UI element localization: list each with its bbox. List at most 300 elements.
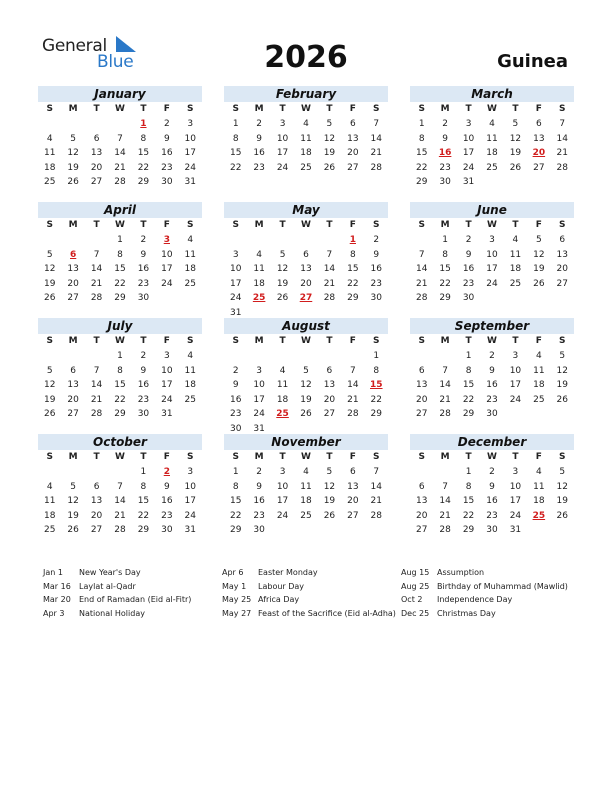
holiday-day: 25 (532, 510, 546, 521)
day-cell: 19 (323, 148, 336, 158)
day-cell: 22 (137, 162, 150, 173)
day-cell: 21 (323, 278, 336, 289)
day-cell: 21 (90, 394, 103, 405)
day-cell: 15 (229, 496, 242, 506)
day-cell: 23 (486, 510, 498, 521)
day-cell: 12 (43, 380, 56, 390)
empty-cell (85, 465, 108, 480)
day-cell: 16 (486, 496, 498, 506)
day-cell: 4 (46, 133, 53, 144)
day-cell: 8 (442, 249, 448, 260)
day-cell: 21 (439, 394, 451, 405)
day-cell: 17 (462, 148, 475, 158)
day-cell: 20 (556, 264, 568, 274)
day-cell: 1 (373, 351, 380, 361)
holiday-name: Independence Day (437, 595, 513, 604)
day-cell: 22 (114, 278, 126, 289)
day-cell: 4 (46, 481, 53, 492)
month-header: March (410, 86, 574, 102)
day-cell: 27 (556, 278, 568, 289)
empty-cell (247, 233, 270, 248)
holiday-day: 16 (438, 148, 452, 158)
day-cell: 8 (373, 365, 380, 376)
month-days-grid (224, 218, 388, 320)
day-cell: 28 (439, 409, 451, 419)
empty-cell (247, 349, 270, 364)
holiday-name: End of Ramadan (Eid al-Fitr) (79, 595, 192, 604)
day-cell: 4 (256, 249, 262, 260)
day-cell: 18 (184, 264, 196, 274)
holiday-date: Apr 6 (222, 568, 244, 577)
day-cell: 11 (184, 249, 196, 260)
month-days-grid (410, 450, 574, 538)
day-cell: 22 (462, 510, 475, 521)
day-cell: 18 (486, 148, 498, 158)
day-cell: 4 (535, 467, 542, 477)
month-header: January (38, 86, 202, 102)
holiday-date: May 25 (222, 595, 252, 604)
day-cell: 17 (161, 264, 173, 274)
day-cell: 22 (370, 394, 382, 405)
day-cell: 14 (439, 496, 451, 506)
empty-cell (38, 465, 61, 480)
day-cell: 21 (556, 148, 568, 158)
day-cell: 8 (140, 481, 147, 492)
day-cell: 8 (232, 133, 239, 144)
day-cell: 27 (90, 177, 103, 187)
day-cell: 14 (323, 264, 336, 274)
holiday-name: Birthday of Muhammad (Mawlid) (437, 581, 568, 591)
day-cell: 19 (67, 510, 79, 521)
weekday-label: T (140, 220, 147, 230)
day-cell: 24 (161, 278, 173, 289)
day-cell: 24 (276, 162, 289, 173)
day-cell: 25 (300, 510, 312, 521)
day-cell: 24 (462, 162, 475, 173)
day-cell: 9 (489, 481, 495, 492)
month-header: October (38, 434, 202, 450)
day-cell: 5 (279, 249, 286, 260)
day-cell: 3 (279, 119, 286, 129)
day-cell: 10 (486, 249, 498, 260)
holiday-column (43, 566, 191, 620)
day-cell: 16 (229, 394, 242, 405)
holiday-day: 3 (163, 235, 170, 245)
weekday-label: M (440, 452, 450, 462)
day-cell: 5 (326, 119, 333, 129)
day-cell: 10 (161, 365, 173, 376)
weekday-label: T (140, 452, 147, 462)
day-cell: 16 (161, 148, 173, 158)
day-cell: 1 (465, 467, 472, 477)
holiday-row (222, 593, 396, 607)
weekday-label: T (512, 452, 519, 462)
empty-cell (294, 349, 317, 364)
empty-cell (61, 349, 84, 364)
day-cell: 16 (370, 264, 382, 274)
day-cell: 14 (556, 133, 568, 144)
day-cell: 20 (67, 394, 79, 405)
weekday-label: T (465, 220, 472, 230)
day-cell: 9 (163, 481, 170, 492)
day-cell: 2 (489, 467, 495, 477)
day-cell: 12 (67, 148, 79, 158)
day-cell: 24 (276, 510, 289, 521)
holiday-name: Christmas Day (437, 608, 496, 618)
weekday-label: F (163, 452, 170, 462)
day-cell: 11 (486, 133, 498, 144)
day-cell: 17 (253, 394, 265, 405)
weekday-label: T (326, 452, 333, 462)
weekday-label: S (46, 220, 53, 230)
day-cell: 28 (323, 293, 336, 303)
holiday-day: 25 (276, 409, 289, 419)
weekday-label: W (487, 220, 497, 230)
day-cell: 30 (161, 525, 173, 535)
day-cell: 14 (439, 380, 451, 390)
weekday-label: S (187, 452, 194, 462)
day-cell: 2 (489, 351, 495, 361)
weekday-label: M (68, 452, 78, 462)
day-cell: 20 (90, 162, 103, 173)
day-cell: 4 (489, 119, 495, 129)
day-cell: 2 (465, 235, 472, 245)
weekday-label: S (46, 104, 53, 114)
weekday-label: F (163, 104, 170, 114)
day-cell: 24 (509, 510, 522, 521)
day-cell: 11 (509, 249, 522, 260)
day-cell: 13 (90, 148, 103, 158)
holiday-date: May 27 (222, 608, 252, 618)
day-cell: 10 (509, 365, 522, 376)
weekday-label: W (115, 336, 125, 346)
day-cell: 30 (370, 293, 382, 303)
day-cell: 12 (556, 481, 568, 492)
day-cell: 27 (533, 162, 545, 173)
day-cell: 30 (161, 177, 173, 187)
day-cell: 8 (117, 365, 123, 376)
weekday-label: S (559, 104, 566, 114)
day-cell: 29 (347, 293, 359, 303)
day-cell: 7 (117, 481, 123, 492)
weekday-label: W (487, 104, 497, 114)
month-days-grid (38, 450, 202, 538)
holiday-date: Aug 15 (401, 568, 430, 577)
day-cell: 25 (43, 177, 56, 187)
day-cell: 11 (300, 133, 312, 144)
day-cell: 26 (556, 510, 568, 521)
month-days-grid (410, 218, 574, 306)
day-cell: 25 (509, 278, 522, 289)
day-cell: 20 (347, 148, 359, 158)
day-cell: 9 (489, 365, 495, 376)
holiday-row (43, 580, 191, 594)
holiday-row (401, 580, 568, 594)
day-cell: 7 (373, 467, 380, 477)
day-cell: 22 (114, 394, 126, 405)
month-august (224, 318, 388, 436)
holiday-date: Aug 25 (401, 581, 430, 591)
weekday-label: S (559, 220, 566, 230)
day-cell: 30 (229, 423, 242, 434)
day-cell: 20 (90, 510, 103, 521)
day-cell: 26 (556, 394, 568, 405)
day-cell: 24 (184, 510, 196, 521)
day-cell: 6 (93, 481, 100, 492)
day-cell: 11 (276, 380, 289, 390)
empty-cell (271, 233, 294, 248)
holiday-date: Mar 20 (43, 595, 71, 604)
day-cell: 13 (415, 496, 428, 506)
weekday-label: S (46, 336, 53, 346)
empty-cell (61, 233, 84, 248)
day-cell: 29 (439, 293, 451, 303)
holiday-date: May 1 (222, 581, 247, 591)
day-cell: 31 (462, 177, 475, 187)
month-days-grid (38, 334, 202, 422)
month-july (38, 318, 202, 422)
day-cell: 26 (300, 409, 312, 419)
day-cell: 26 (67, 177, 79, 187)
day-cell: 18 (509, 264, 522, 274)
empty-cell (85, 233, 108, 248)
day-cell: 6 (349, 119, 356, 129)
day-cell: 1 (442, 235, 448, 245)
holiday-day: 25 (252, 293, 266, 303)
holiday-row (43, 607, 191, 621)
day-cell: 8 (418, 133, 425, 144)
holiday-day: 2 (163, 467, 170, 477)
weekday-label: F (349, 104, 356, 114)
day-cell: 4 (303, 119, 309, 129)
day-cell: 12 (67, 496, 79, 506)
day-cell: 8 (117, 249, 123, 260)
empty-cell (38, 349, 61, 364)
day-cell: 16 (137, 380, 150, 390)
day-cell: 11 (43, 496, 56, 506)
weekday-label: T (326, 336, 333, 346)
holiday-name: Africa Day (258, 595, 300, 604)
day-cell: 14 (90, 264, 103, 274)
day-cell: 17 (509, 380, 522, 390)
day-cell: 9 (163, 133, 170, 144)
day-cell: 26 (533, 278, 545, 289)
weekday-label: T (93, 220, 100, 230)
day-cell: 27 (67, 409, 79, 419)
day-cell: 30 (462, 293, 475, 303)
holiday-row (43, 566, 191, 580)
holiday-day: 20 (532, 148, 546, 158)
day-cell: 22 (347, 278, 359, 289)
day-cell: 25 (43, 525, 56, 535)
day-cell: 17 (184, 148, 196, 158)
day-cell: 5 (559, 467, 566, 477)
empty-cell (410, 233, 433, 248)
weekday-label: M (254, 220, 264, 230)
holiday-day: 15 (370, 380, 383, 390)
month-april (38, 202, 202, 306)
weekday-label: M (68, 220, 78, 230)
month-days-grid (410, 334, 574, 422)
day-cell: 5 (535, 235, 542, 245)
weekday-label: F (535, 220, 542, 230)
weekday-label: S (232, 104, 239, 114)
day-cell: 11 (533, 365, 545, 376)
day-cell: 6 (535, 119, 542, 129)
holiday-day: 1 (349, 235, 356, 245)
day-cell: 8 (465, 365, 472, 376)
weekday-label: T (140, 104, 147, 114)
day-cell: 27 (415, 409, 428, 419)
day-cell: 28 (90, 293, 103, 303)
day-cell: 26 (323, 510, 336, 521)
holiday-row (222, 580, 396, 594)
day-cell: 6 (349, 467, 356, 477)
day-cell: 1 (232, 119, 239, 129)
day-cell: 23 (137, 394, 150, 405)
month-days-grid (410, 102, 574, 190)
day-cell: 28 (370, 510, 382, 521)
weekday-label: S (187, 220, 194, 230)
day-cell: 12 (323, 133, 336, 144)
month-days-grid (224, 450, 388, 538)
day-cell: 29 (114, 409, 126, 419)
day-cell: 24 (486, 278, 498, 289)
weekday-label: M (68, 336, 78, 346)
day-cell: 7 (373, 119, 380, 129)
day-cell: 23 (253, 510, 265, 521)
day-cell: 23 (137, 278, 150, 289)
month-header: April (38, 202, 202, 218)
day-cell: 11 (253, 264, 265, 274)
day-cell: 4 (187, 235, 194, 245)
day-cell: 5 (303, 365, 309, 376)
day-cell: 19 (509, 148, 522, 158)
day-cell: 6 (418, 481, 425, 492)
weekday-label: W (115, 452, 125, 462)
month-may (224, 202, 388, 320)
weekday-label: T (326, 104, 333, 114)
day-cell: 6 (70, 365, 76, 376)
day-cell: 6 (303, 249, 309, 260)
empty-cell (433, 349, 456, 364)
day-cell: 6 (559, 235, 566, 245)
month-june (410, 202, 574, 306)
day-cell: 23 (486, 394, 498, 405)
day-cell: 11 (43, 148, 56, 158)
day-cell: 3 (489, 235, 495, 245)
day-cell: 13 (347, 133, 359, 144)
holiday-row (222, 566, 396, 580)
day-cell: 13 (300, 264, 312, 274)
day-cell: 6 (326, 365, 333, 376)
day-cell: 30 (439, 177, 451, 187)
weekday-label: T (512, 336, 519, 346)
weekday-label: M (440, 104, 450, 114)
day-cell: 9 (465, 249, 472, 260)
weekday-label: T (512, 220, 519, 230)
day-cell: 14 (114, 496, 126, 506)
holiday-name: National Holiday (79, 608, 145, 618)
weekday-label: T (465, 452, 472, 462)
day-cell: 19 (556, 496, 568, 506)
day-cell: 15 (114, 264, 126, 274)
weekday-label: S (559, 336, 566, 346)
weekday-label: F (349, 336, 356, 346)
day-cell: 25 (533, 394, 545, 405)
weekday-label: M (68, 104, 78, 114)
empty-cell (410, 465, 433, 480)
day-cell: 17 (509, 496, 522, 506)
day-cell: 13 (323, 380, 336, 390)
day-cell: 24 (253, 409, 265, 419)
day-cell: 19 (556, 380, 568, 390)
day-cell: 29 (415, 177, 428, 187)
day-cell: 10 (229, 264, 242, 274)
day-cell: 14 (370, 133, 382, 144)
day-cell: 7 (349, 365, 356, 376)
day-cell: 20 (300, 278, 312, 289)
day-cell: 24 (229, 293, 242, 303)
day-cell: 1 (117, 235, 123, 245)
day-cell: 9 (140, 249, 147, 260)
day-cell: 17 (486, 264, 498, 274)
day-cell: 1 (465, 351, 472, 361)
day-cell: 5 (326, 467, 333, 477)
month-january (38, 86, 202, 190)
day-cell: 14 (90, 380, 103, 390)
day-cell: 10 (253, 380, 265, 390)
day-cell: 2 (442, 119, 448, 129)
day-cell: 22 (462, 394, 475, 405)
day-cell: 27 (323, 409, 336, 419)
empty-cell (433, 465, 456, 480)
day-cell: 13 (415, 380, 428, 390)
day-cell: 18 (253, 278, 265, 289)
weekday-label: W (115, 104, 125, 114)
day-cell: 10 (509, 481, 522, 492)
holiday-row (43, 593, 191, 607)
day-cell: 15 (462, 496, 475, 506)
weekday-label: W (301, 104, 311, 114)
day-cell: 2 (163, 119, 170, 129)
empty-cell (108, 117, 131, 132)
day-cell: 23 (229, 409, 242, 419)
day-cell: 21 (439, 510, 451, 521)
holiday-row (401, 566, 568, 580)
day-cell: 28 (114, 177, 126, 187)
day-cell: 26 (276, 293, 289, 303)
weekday-label: W (115, 220, 125, 230)
weekday-label: S (559, 452, 566, 462)
month-september (410, 318, 574, 422)
day-cell: 28 (370, 162, 382, 173)
weekday-label: S (187, 336, 194, 346)
weekday-label: T (279, 220, 286, 230)
weekday-label: W (487, 336, 497, 346)
day-cell: 8 (232, 481, 239, 492)
weekday-label: S (46, 452, 53, 462)
day-cell: 21 (370, 148, 382, 158)
day-cell: 21 (114, 510, 126, 521)
weekday-label: S (418, 104, 425, 114)
day-cell: 7 (418, 249, 425, 260)
day-cell: 11 (533, 481, 545, 492)
day-cell: 21 (347, 394, 359, 405)
weekday-label: S (232, 452, 239, 462)
day-cell: 27 (415, 525, 428, 535)
weekday-label: S (418, 220, 425, 230)
